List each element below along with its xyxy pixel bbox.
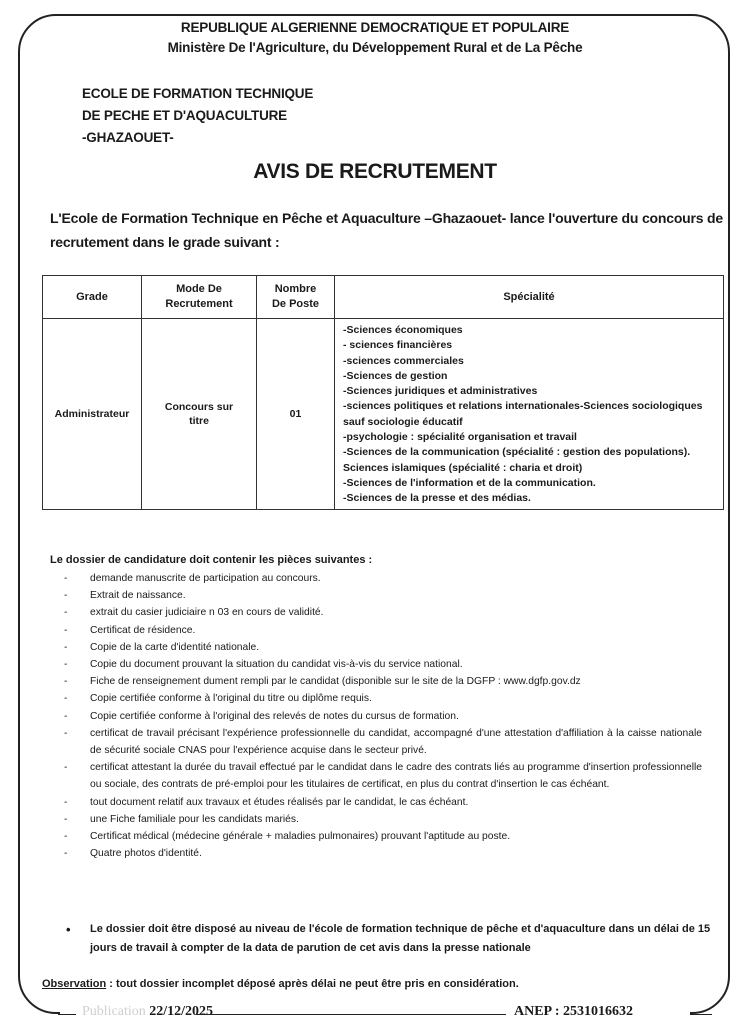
document-item: - Quatre photos d'identité. <box>62 845 702 862</box>
document-item: - certificat attestant la durée du travail effectué par le candidat dans le cadre des contrats liés au programme d'insertion professionnelle ou sociale, des contrats de pré-emploi pour les titulaires de certificat, en plus du contrat d'insertion le cas échéant. <box>62 759 702 793</box>
header-grade: Grade <box>43 276 142 319</box>
document-item: - certificat de travail précisant l'expérience professionnelle du candidat, accompagné d'une attestation d'affiliation à la caisse nationale de sécurité sociale CNAS pour l'expérience acquise dans le secteur privé. <box>62 725 702 759</box>
cell-mode-line1: Concours sur <box>164 400 234 413</box>
publication-label: Publication <box>82 1004 146 1019</box>
cell-specialites <box>335 319 724 510</box>
footer-divider <box>196 1014 506 1015</box>
document-item: - Certificat médical (médecine générale + maladies pulmonaires) prouvant l'aptitude au poste. <box>62 828 702 845</box>
recruitment-table <box>42 275 724 510</box>
document-item: - Copie de la carte d'identité nationale. <box>62 639 702 656</box>
specialite-item: -sciences politiques et relations internationales-Sciences sociologiques sauf sociologie éducatif <box>343 400 703 428</box>
school-name-line1: ECOLE DE FORMATION TECHNIQUE <box>82 86 314 101</box>
dash-bullet-icon: - <box>64 693 68 705</box>
document-item: - demande manuscrite de participation au concours. <box>62 570 702 587</box>
observation-note <box>42 978 519 990</box>
specialite-item: -Sciences de la presse et des médias. <box>343 492 531 505</box>
specialite-item: -Sciences de l'information et de la communication. <box>343 476 596 489</box>
dash-bullet-icon: - <box>64 590 68 602</box>
specialite-item: - sciences financières <box>343 339 453 352</box>
header-specialite: Spécialité <box>335 276 724 319</box>
cell-mode <box>142 319 257 510</box>
table-row <box>43 319 724 510</box>
dash-bullet-icon: - <box>64 676 68 688</box>
document-item: - Copie du document prouvant la situation du candidat vis-à-vis du service national. <box>62 656 702 673</box>
cell-grade: Administrateur <box>43 319 142 510</box>
publication-info <box>76 1004 219 1020</box>
dash-bullet-icon: - <box>64 710 68 722</box>
specialite-item: -Sciences juridiques et administratives <box>343 385 538 398</box>
document-item: - extrait du casier judiciaire n 03 en cours de validité. <box>62 604 702 621</box>
school-location: -GHAZAOUET- <box>82 130 174 145</box>
ministry-header: Ministère De l'Agriculture, du Développement Rural et de La Pêche <box>167 40 583 55</box>
document-item: - Fiche de renseignement dument rempli par le candidat (disponible sur le site de la DGFP : www.dgfp.gov.dz <box>62 673 702 690</box>
cell-nombre: 01 <box>257 319 335 510</box>
header-mode-line1: Mode De <box>176 283 222 295</box>
header-nombre-line2: De Poste <box>271 298 320 310</box>
footer-divider-right <box>690 1014 712 1015</box>
publication-date: 22/12/2025 <box>149 1004 214 1019</box>
anep-reference: ANEP : 2531016632 <box>508 1004 639 1020</box>
document-item: - Copie certifiée conforme à l'original des relevés de notes du cursus de formation. <box>62 708 702 725</box>
specialite-item: -sciences commerciales <box>343 354 464 367</box>
dash-bullet-icon: - <box>64 659 68 671</box>
specialite-item: -Sciences de gestion <box>343 369 448 382</box>
round-bullet-icon: • <box>66 922 71 937</box>
footer-divider-left <box>58 1014 76 1015</box>
dash-bullet-icon: - <box>64 796 68 808</box>
document-item: - Certificat de résidence. <box>62 622 702 639</box>
header-mode-recrutement <box>142 276 257 319</box>
header-nombre-poste <box>257 276 335 319</box>
required-documents-list <box>62 570 702 862</box>
republic-header: REPUBLIQUE ALGERIENNE DEMOCRATIQUE ET POPULAIRE <box>180 20 570 35</box>
dash-bullet-icon: - <box>64 607 68 619</box>
dash-bullet-icon: - <box>64 573 68 584</box>
specialite-item: Sciences islamiques (spécialité : charia et droit) <box>343 461 583 474</box>
dossier-heading: Le dossier de candidature doit contenir les pièces suivantes : <box>50 554 373 566</box>
page-title: AVIS DE RECRUTEMENT <box>253 160 497 183</box>
dash-bullet-icon: - <box>64 831 68 843</box>
table-header-row <box>43 276 724 319</box>
document-item: - tout document relatif aux travaux et études réalisés par le candidat, le cas échéant. <box>62 794 702 811</box>
dash-bullet-icon: - <box>64 848 68 860</box>
specialite-item: -Sciences de la communication (spécialité : gestion des populations). <box>343 446 691 459</box>
header-nombre-line1: Nombre <box>274 283 317 295</box>
document-item: - Extrait de naissance. <box>62 587 702 604</box>
header-mode-line2: Recrutement <box>165 298 233 310</box>
dash-bullet-icon: - <box>64 762 68 774</box>
intro-paragraph: L'Ecole de Formation Technique en Pêche et Aquaculture –Ghazaouet- lance l'ouverture du concours de recrutement dans le grade suivant : <box>50 210 723 250</box>
dash-bullet-icon: - <box>64 813 68 825</box>
specialite-item: -Sciences économiques <box>343 324 463 336</box>
specialite-list <box>335 319 723 509</box>
specialite-item: -psychologie : spécialité organisation et travail <box>343 431 577 444</box>
dash-bullet-icon: - <box>64 624 68 636</box>
document-item: - Copie certifiée conforme à l'original du titre ou diplôme requis. <box>62 690 702 707</box>
observation-text: : tout dossier incomplet déposé après délai ne peut être pris en considération. <box>106 978 519 990</box>
dash-bullet-icon: - <box>64 727 68 739</box>
observation-label: Observation <box>42 978 107 990</box>
dash-bullet-icon: - <box>64 641 68 653</box>
deadline-note <box>62 920 712 958</box>
cell-mode-line2: titre <box>189 414 209 427</box>
school-name-line2: DE PECHE ET D'AQUACULTURE <box>82 108 287 123</box>
deadline-text: Le dossier doit être disposé au niveau de l'école de formation technique de pêche et d'aquaculture dans un délai de 15 jours de travail à compter de la data de parution de cet avis dans la presse nationale <box>90 923 711 954</box>
document-item: - une Fiche familiale pour les candidats mariés. <box>62 811 702 828</box>
footer <box>0 1004 750 1024</box>
